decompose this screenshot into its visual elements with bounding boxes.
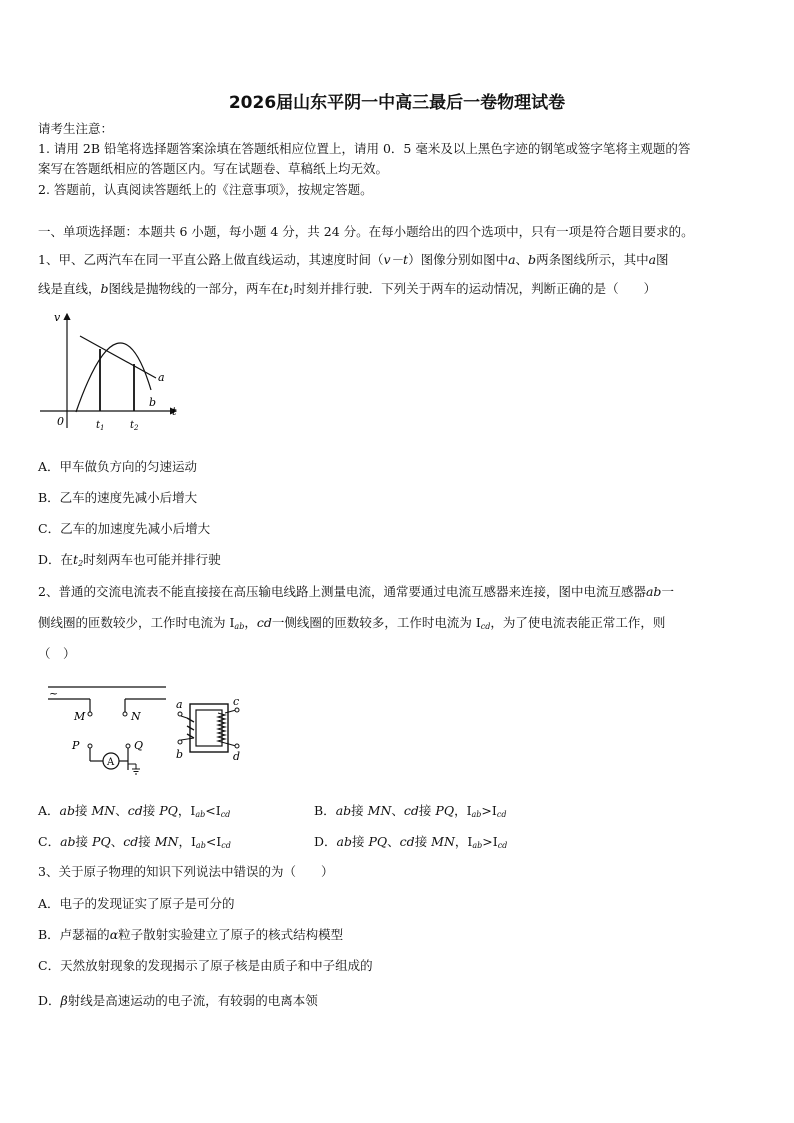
- coil-cd: [218, 713, 225, 743]
- notice-heading: 请考生注意：: [38, 121, 114, 136]
- q3-option-a[interactable]: A．电子的发现证实了原子是可分的: [38, 896, 235, 911]
- notice-2: 2. 答题前，认真阅读答题纸上的《注意事项》，按规定答题。: [38, 182, 373, 197]
- q2-stem-line1: 2、普通的交流电流表不能直接接在高压输电线路上测量电流，通常要通过电流互感器来连接，图中电流互感器ab一: [38, 584, 674, 599]
- label-b: b: [176, 748, 184, 761]
- q3-option-d[interactable]: D．β射线是高速运动的电子流，有较弱的电离本领: [38, 993, 318, 1008]
- q2-option-c[interactable]: C．ab接 PQ、cd接 MN，$I_{ab}<I_{cd}$: [38, 834, 231, 850]
- section-heading: 一、单项选择题：本题共 6 小题，每小题 4 分，共 24 分。在每小题给出的四个选项中，只有一项是符合题目要求的。: [38, 224, 694, 239]
- q2-option-b[interactable]: B．ab接 MN、cd接 PQ，$I_{ab}>I_{cd}$: [314, 803, 507, 819]
- terminal-n: [123, 712, 127, 716]
- terminal-q: [126, 744, 130, 748]
- terminal-m: [88, 712, 92, 716]
- q1-vt-graph: [36, 308, 186, 438]
- label-d: d: [233, 750, 241, 763]
- label-p: P: [72, 739, 80, 752]
- q2-option-d[interactable]: D．ab接 PQ、cd接 MN，$I_{ab}>I_{cd}$: [314, 834, 508, 850]
- q3-stem: 3、关于原子物理的知识下列说法中错误的为（ ）: [38, 864, 334, 879]
- notice-1b: 案写在答题纸相应的答题区内。写在试题卷、草稿纸上均无效。: [38, 161, 389, 176]
- curve-b: [76, 343, 151, 412]
- q3-option-c[interactable]: C．天然放射现象的发现揭示了原子核是由质子和中子组成的: [38, 958, 373, 973]
- ammeter-label: A: [107, 757, 115, 768]
- label-n: N: [131, 710, 141, 723]
- label-t1: $t_1$: [96, 420, 105, 432]
- q2-stem-line2: 侧线圈的匝数较少，工作时电流为 $I_{ab}$，cd一侧线圈的匝数较多，工作时电流为 $I_{cd}$，为了使电流表能正常工作，则: [38, 615, 666, 631]
- q1-stem-line1: 1、甲、乙两汽车在同一平直公路上做直线运动，其速度时间（v－t）图像分别如图中a、b两条图线所示，其中a图: [38, 252, 669, 267]
- line-a: [80, 336, 156, 378]
- q2-transformer-diagram: [40, 680, 250, 780]
- label-q: Q: [134, 739, 144, 752]
- q1-option-a[interactable]: A．甲车做负方向的匀速运动: [38, 459, 198, 474]
- q1-stem-line2: 线是直线，b图线是抛物线的一部分，两车在$t_1$时刻并排行驶．下列关于两车的运动情况，判断正确的是（ ）: [38, 281, 657, 297]
- q1-option-b[interactable]: B．乙车的速度先减小后增大: [38, 490, 198, 505]
- q2-stem-line3: （ ）: [38, 646, 76, 661]
- q1-option-d[interactable]: D．在$t_2$时刻两车也可能并排行驶: [38, 552, 221, 568]
- label-a: a: [158, 371, 165, 384]
- beta-symbol: β: [60, 993, 68, 1008]
- exam-title: 2026届山东平阴一中高三最后一卷物理试卷: [228, 93, 566, 113]
- label-m: M: [74, 710, 86, 723]
- alpha-symbol: α: [109, 927, 119, 942]
- label-c: c: [233, 695, 240, 708]
- q3-option-b[interactable]: B．卢瑟福的α粒子散射实验建立了原子的核式结构模型: [38, 927, 344, 942]
- terminal-p: [88, 744, 92, 748]
- label-t2: $t_2$: [130, 420, 139, 432]
- label-a: a: [176, 698, 183, 711]
- q2-option-a[interactable]: A．ab接 MN、cd接 PQ，$I_{ab}<I_{cd}$: [38, 803, 231, 819]
- q1-option-c[interactable]: C．乙车的加速度先减小后增大: [38, 521, 211, 536]
- notice-1a: 1. 请用 2B 铅笔将选择题答案涂填在答题纸相应位置上，请用 0．5 毫米及以上黑色字迹的钢笔或签字笔将主观题的答: [38, 141, 691, 156]
- t-axis-label: t: [172, 405, 177, 418]
- v-axis-label: v: [54, 311, 61, 324]
- ac-symbol: ~: [49, 687, 59, 700]
- label-b: b: [149, 396, 157, 409]
- origin-label: 0: [57, 415, 64, 428]
